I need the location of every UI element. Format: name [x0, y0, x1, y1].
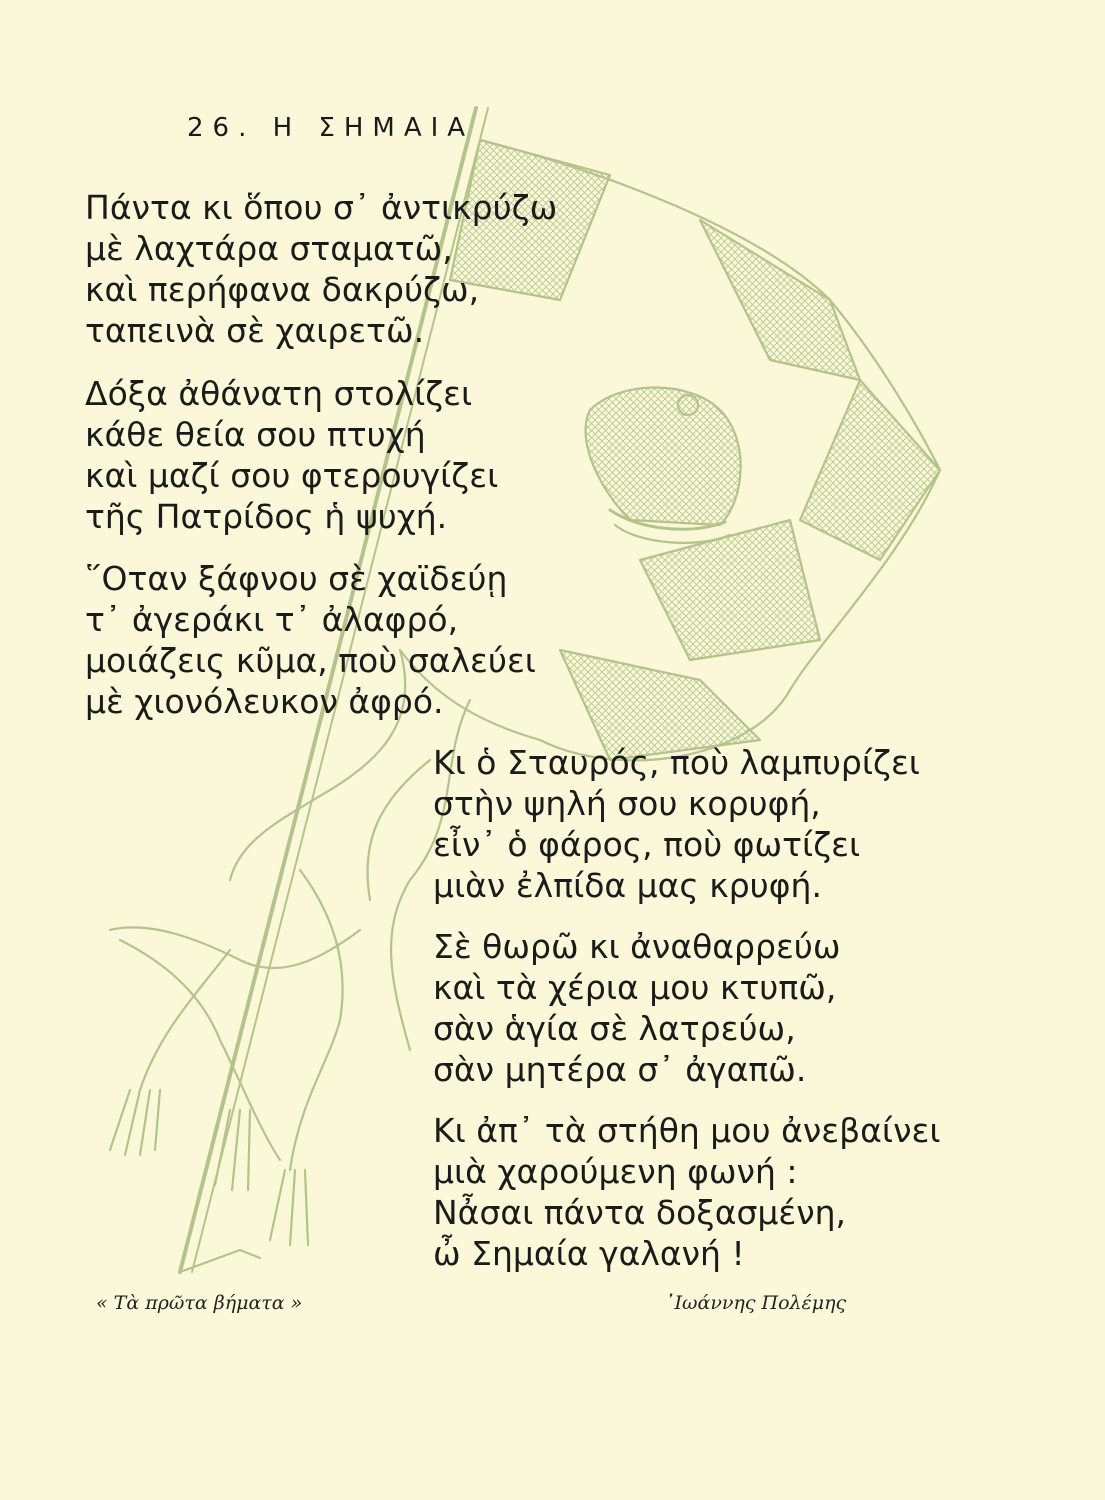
poem-line: Κι ἀπ᾽ τὰ στήθη μου ἀνεβαίνει	[433, 1111, 941, 1150]
page-title	[187, 113, 474, 143]
poem-line: ταπεινὰ σὲ χαιρετῶ.	[85, 311, 425, 350]
poem-line: Σὲ θωρῶ κι ἀναθαρρεύω	[433, 927, 841, 966]
stanza-1	[85, 187, 557, 351]
poem-title: Η ΣΗΜΑΙΑ	[272, 113, 475, 143]
source-credit: « Τὰ πρῶτα βήματα »	[96, 1292, 303, 1314]
stanza-3	[85, 558, 536, 722]
poem-line: ῞Οταν ξάφνου σὲ χαϊδεύῃ	[85, 559, 508, 598]
poem-line: μὲ λαχτάρα σταματῶ,	[85, 229, 453, 268]
poem-line: καὶ μαζί σου φτερουγίζει	[85, 456, 499, 495]
poem-line: Νἆσαι πάντα δοξασμένη,	[433, 1193, 847, 1232]
poem-line: μὲ χιονόλευκον ἀφρό.	[85, 682, 444, 721]
poem-line: μιὰν ἐλπίδα μας κρυφή.	[433, 866, 822, 905]
stanza-5	[433, 926, 841, 1090]
poem-line: μοιάζεις κῦμα, ποὺ σαλεύει	[85, 641, 536, 680]
author-credit: ᾽Ιωάννης Πολέμης	[665, 1292, 847, 1314]
poem-line: εἶν᾽ ὁ φάρος, ποὺ φωτίζει	[433, 825, 861, 864]
poem-line: τῆς Πατρίδος ἡ ψυχή.	[85, 497, 448, 536]
poem-line: Δόξα ἀθάνατη στολίζει	[85, 374, 473, 413]
poem-line: καὶ τὰ χέρια μου κτυπῶ,	[433, 968, 837, 1007]
stanza-4	[433, 742, 920, 906]
poem-line: σὰν ἁγία σὲ λατρεύω,	[433, 1009, 796, 1048]
poem-line: Κι ὁ Σταυρός, ποὺ λαμπυρίζει	[433, 743, 920, 782]
poem-line: ὦ Σημαία γαλανή !	[433, 1234, 745, 1273]
page-number: 26.	[187, 113, 256, 143]
stanza-2	[85, 373, 498, 537]
poem-line: σὰν μητέρα σ᾽ ἀγαπῶ.	[433, 1050, 807, 1089]
poem-line: μιὰ χαρούμενη φωνή :	[433, 1152, 798, 1191]
poem-line: καὶ περήφανα δακρύζω,	[85, 270, 480, 309]
poem-line: Πάντα κι ὅπου σ᾽ ἀντικρύζω	[85, 188, 558, 227]
poem-line: κάθε θεία σου πτυχή	[85, 415, 426, 454]
poem-line: τ᾽ ἀγεράκι τ᾽ ἀλαφρό,	[85, 600, 459, 639]
stanza-6	[433, 1110, 941, 1274]
poem-line: στὴν ψηλή σου κορυφή,	[433, 784, 821, 823]
